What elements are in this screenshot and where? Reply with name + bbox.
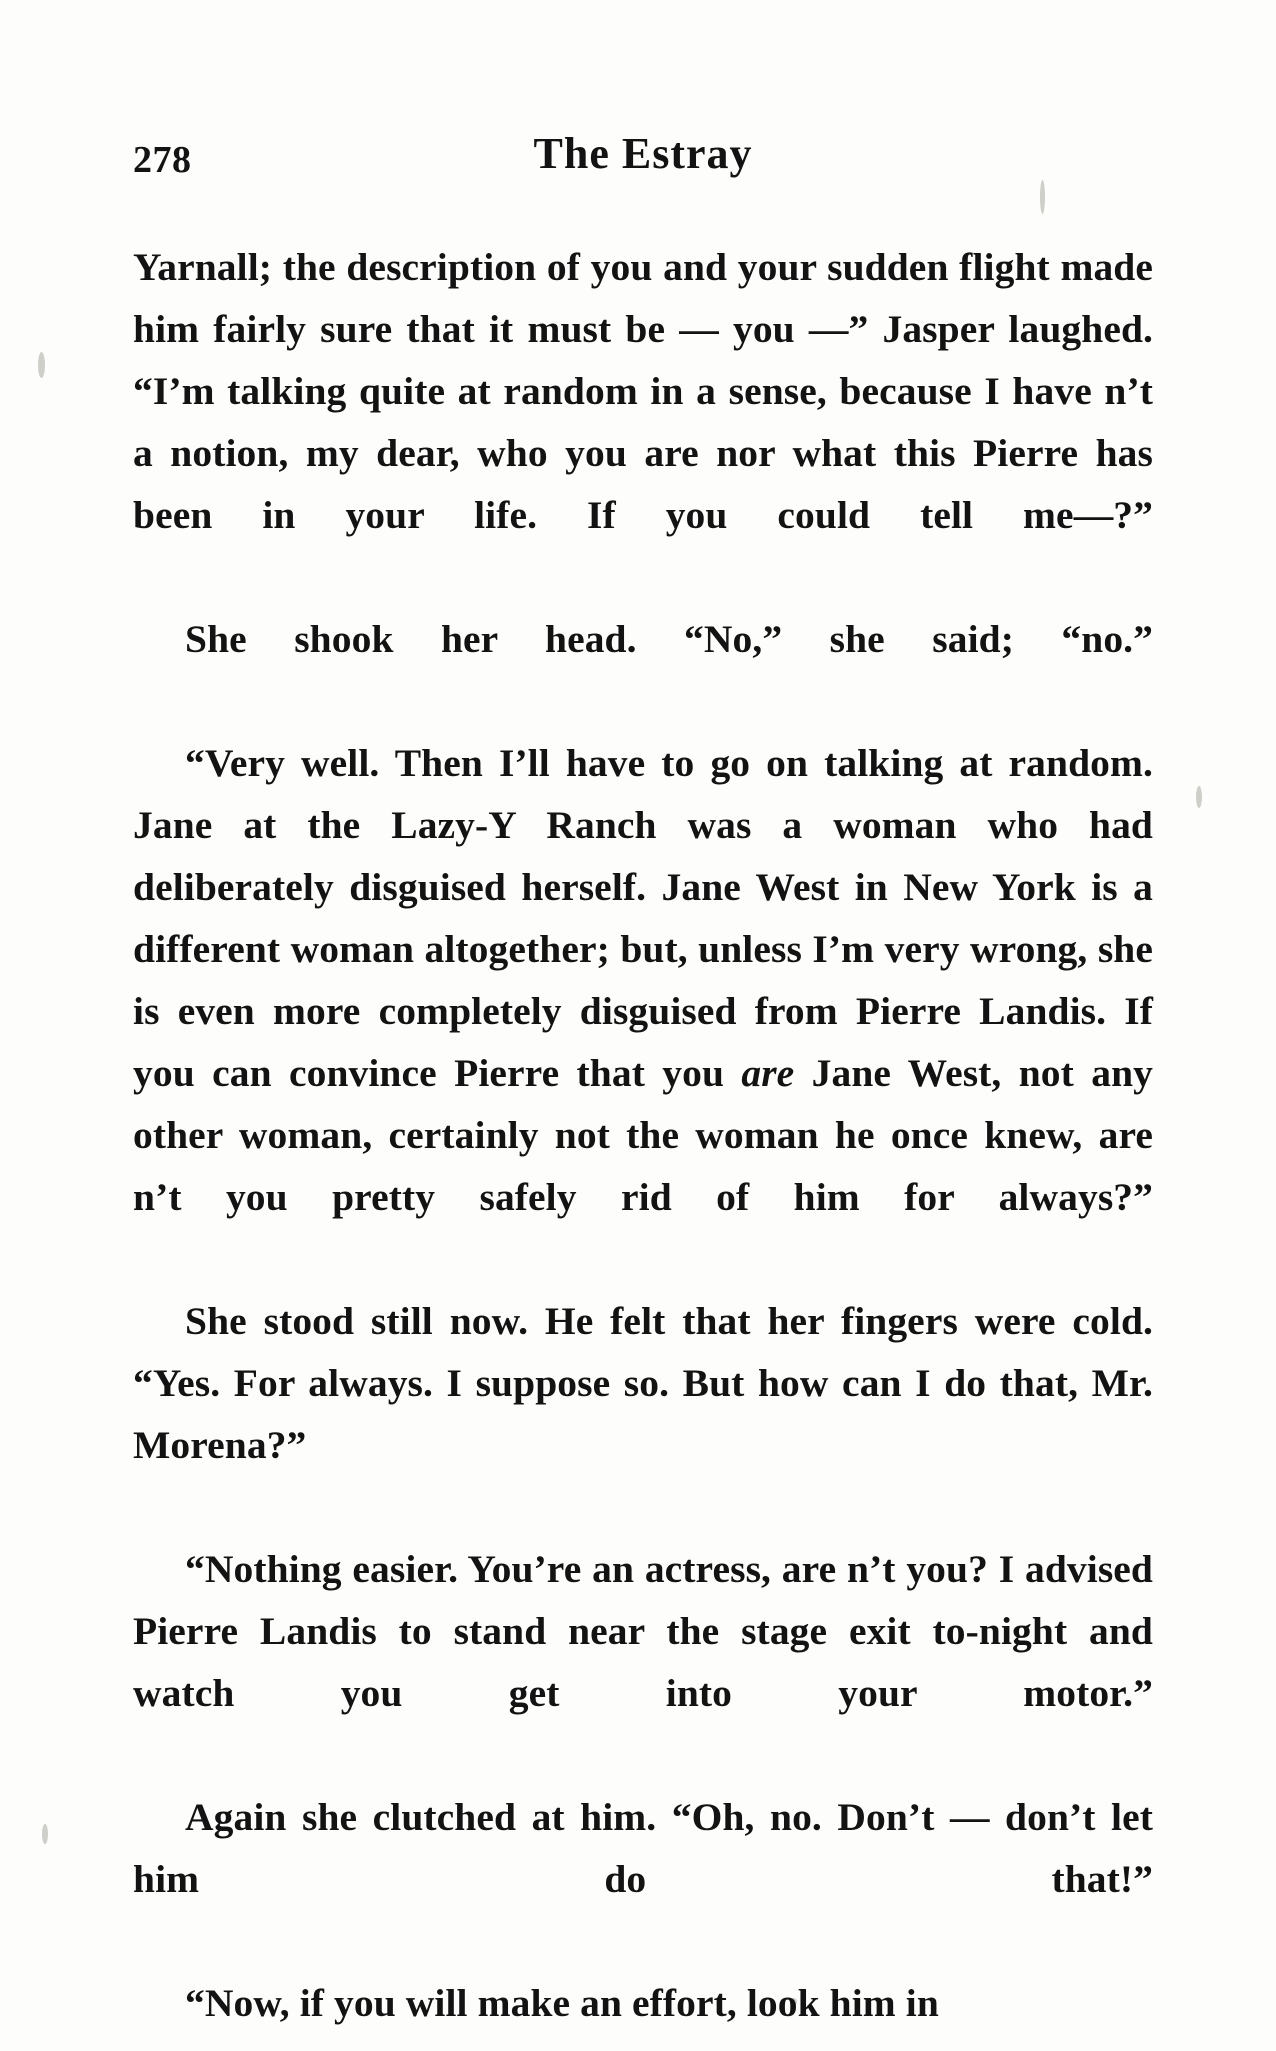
page-content — [133, 128, 1153, 2034]
paragraph: She stood still now. He felt that her fingers were cold. “Yes. For always. I suppose so. But how can I do that, Mr. Morena?” — [133, 1299, 1153, 1467]
paper-speck — [38, 352, 45, 378]
page-title: The Estray — [533, 129, 753, 178]
paragraph: “Very well. Then I’ll have to go on talking at random. Jane at the Lazy-Y Ranch was a woman who had deliberately disguised herself. Jane West in New York is a different woman altogether; but, unless I’m very wrong, she is even more completely disguised from Pierre Landis. If you can convince Pierre that you are Jane West, not any other woman, certainly not the woman he once knew, are n’t you pretty safely rid of him for always?” — [133, 741, 1153, 1219]
paragraph: Again she clutched at him. “Oh, no. Don’t — don’t let him do that!” — [133, 1795, 1153, 1901]
paragraph: Yarnall; the description of you and your sudden flight made him fairly sure that it must be — you —” Jasper laughed. “I’m talking quite at random in a sense, because I have n’t a notion, my dear, who you are nor what this Pierre has been in your life. If you could tell me—?” — [133, 245, 1153, 537]
body-text — [133, 236, 1153, 2034]
paragraph: “Now, if you will make an effort, look him in — [185, 1981, 939, 2025]
emphasis: are — [741, 1051, 795, 1095]
running-head — [133, 128, 1153, 198]
page-number: 278 — [133, 139, 192, 181]
paper-speck — [42, 1824, 48, 1844]
paragraph: “Nothing easier. You’re an actress, are n’t you? I advised Pierre Landis to stand near the stage exit to-night and watch you get into your motor.” — [133, 1547, 1153, 1715]
paragraph: She shook her head. “No,” she said; “no.” — [185, 617, 1153, 661]
paper-speck — [1196, 786, 1202, 808]
